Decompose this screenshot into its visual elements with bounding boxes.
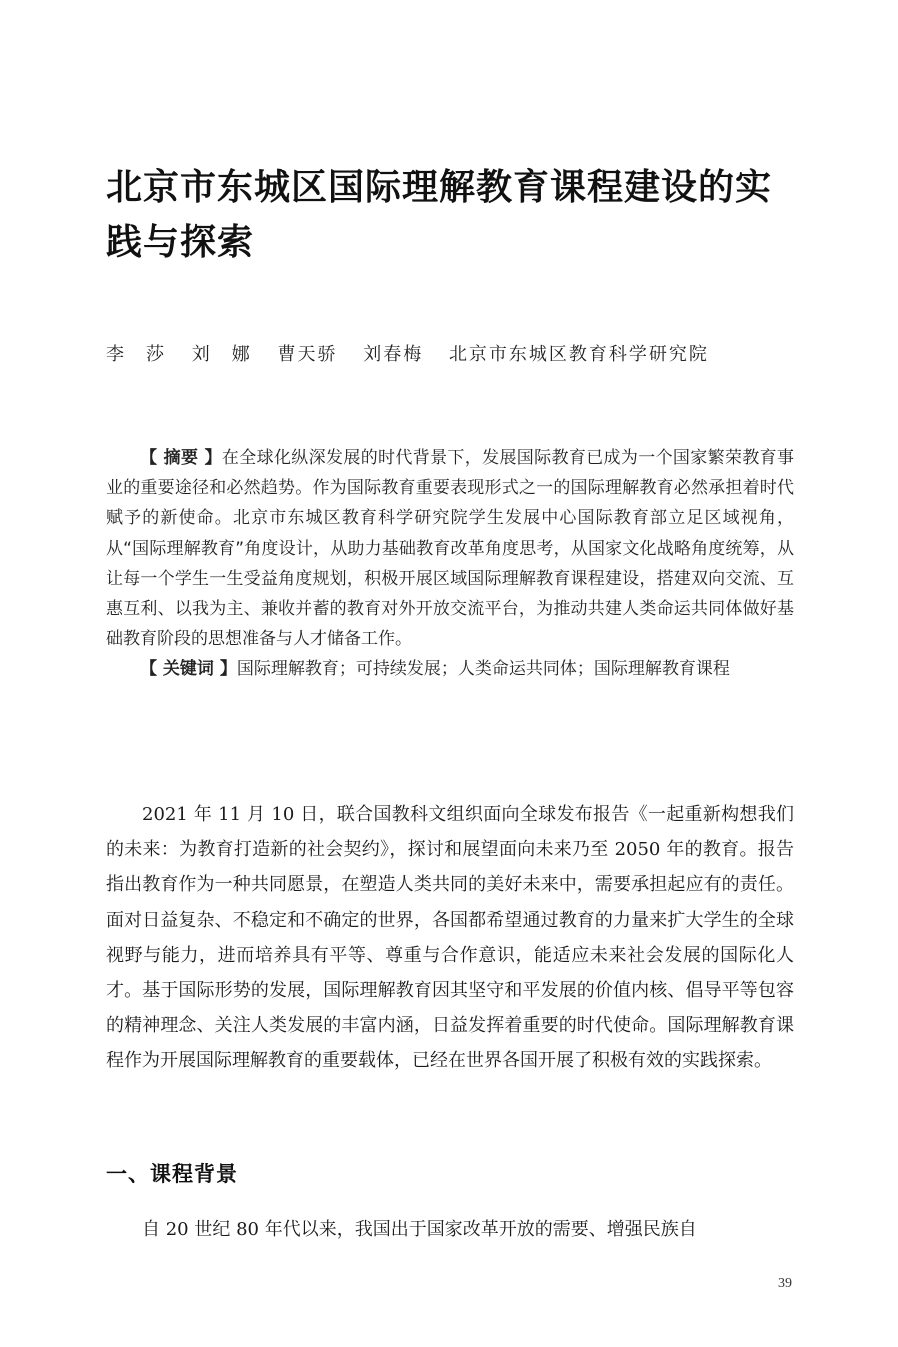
keywords-label: 【 关键词 】: [140, 659, 237, 680]
author-line: [106, 340, 709, 366]
author-name: 刘 娜: [191, 344, 252, 365]
author-name: 刘春梅: [363, 344, 424, 365]
keywords-text: 国际理解教育；可持续发展；人类命运共同体；国际理解教育课程: [236, 659, 730, 680]
background-paragraph: 自 20 世纪 80 年代以来，我国出于国家改革开放的需要、增强民族自: [142, 1219, 697, 1240]
keywords-paragraph: [106, 654, 794, 684]
section-heading: 一、课程背景: [106, 1162, 238, 1186]
article-title: 北京市东城区国际理解教育课程建设的实践与探索: [106, 167, 773, 263]
abstract-label: 【 摘要 】: [140, 448, 222, 468]
author-affiliation: 北京市东城区教育科学研究院: [448, 344, 709, 365]
intro-paragraph: 2021 年 11 月 10 日，联合国教科文组织面向全球发布报告《一起重新构想我们的未来：为教育打造新的社会契约》，探讨和展望面向未来乃至 2050 年的教育。报告指出教育作为一种共同愿景，在塑造人类共同的美好未来中，需要承担起应有的责任。面对日益复杂、不稳定和不确定的世界，各国都希望通过教育的力量来扩大学生的全球视野与能力，进而培养具有平等、尊重与合作意识，能适应未来社会发展的国际化人才。基于国际形势的发展，国际理解教育因其坚守和平发展的价值内核、倡导平等包容的精神理念、关注人类发展的丰富内涵，日益发挥着重要的时代使命。国际理解教育课程作为开展国际理解教育的重要载体，已经在世界各国开展了积极有效的实践探索。: [106, 804, 794, 1072]
abstract-block: [106, 443, 794, 685]
abstract-paragraph: [106, 443, 794, 654]
author-name: 曹天骄: [277, 344, 338, 365]
page-number: 39: [778, 1276, 792, 1291]
author-name: 李 莎: [106, 344, 166, 365]
intro-section: [106, 797, 794, 1079]
background-section: [106, 1212, 794, 1247]
abstract-text: 在全球化纵深发展的时代背景下，发展国际教育已成为一个国家繁荣教育事业的重要途径和必然趋势。作为国际教育重要表现形式之一的国际理解教育必然承担着时代赋予的新使命。北京市东城区教育科学研究院学生发展中心国际教育部立足区域视角，从“国际理解教育”角度设计，从助力基础教育改革角度思考，从国家文化战略角度统筹，从让每一个学生一生受益角度规划，积极开展区域国际理解教育课程建设，搭建双向交流、互惠互利、以我为主、兼收并蓄的教育对外开放交流平台，为推动共建人类命运共同体做好基础教育阶段的思想准备与人才储备工作。: [106, 448, 794, 650]
